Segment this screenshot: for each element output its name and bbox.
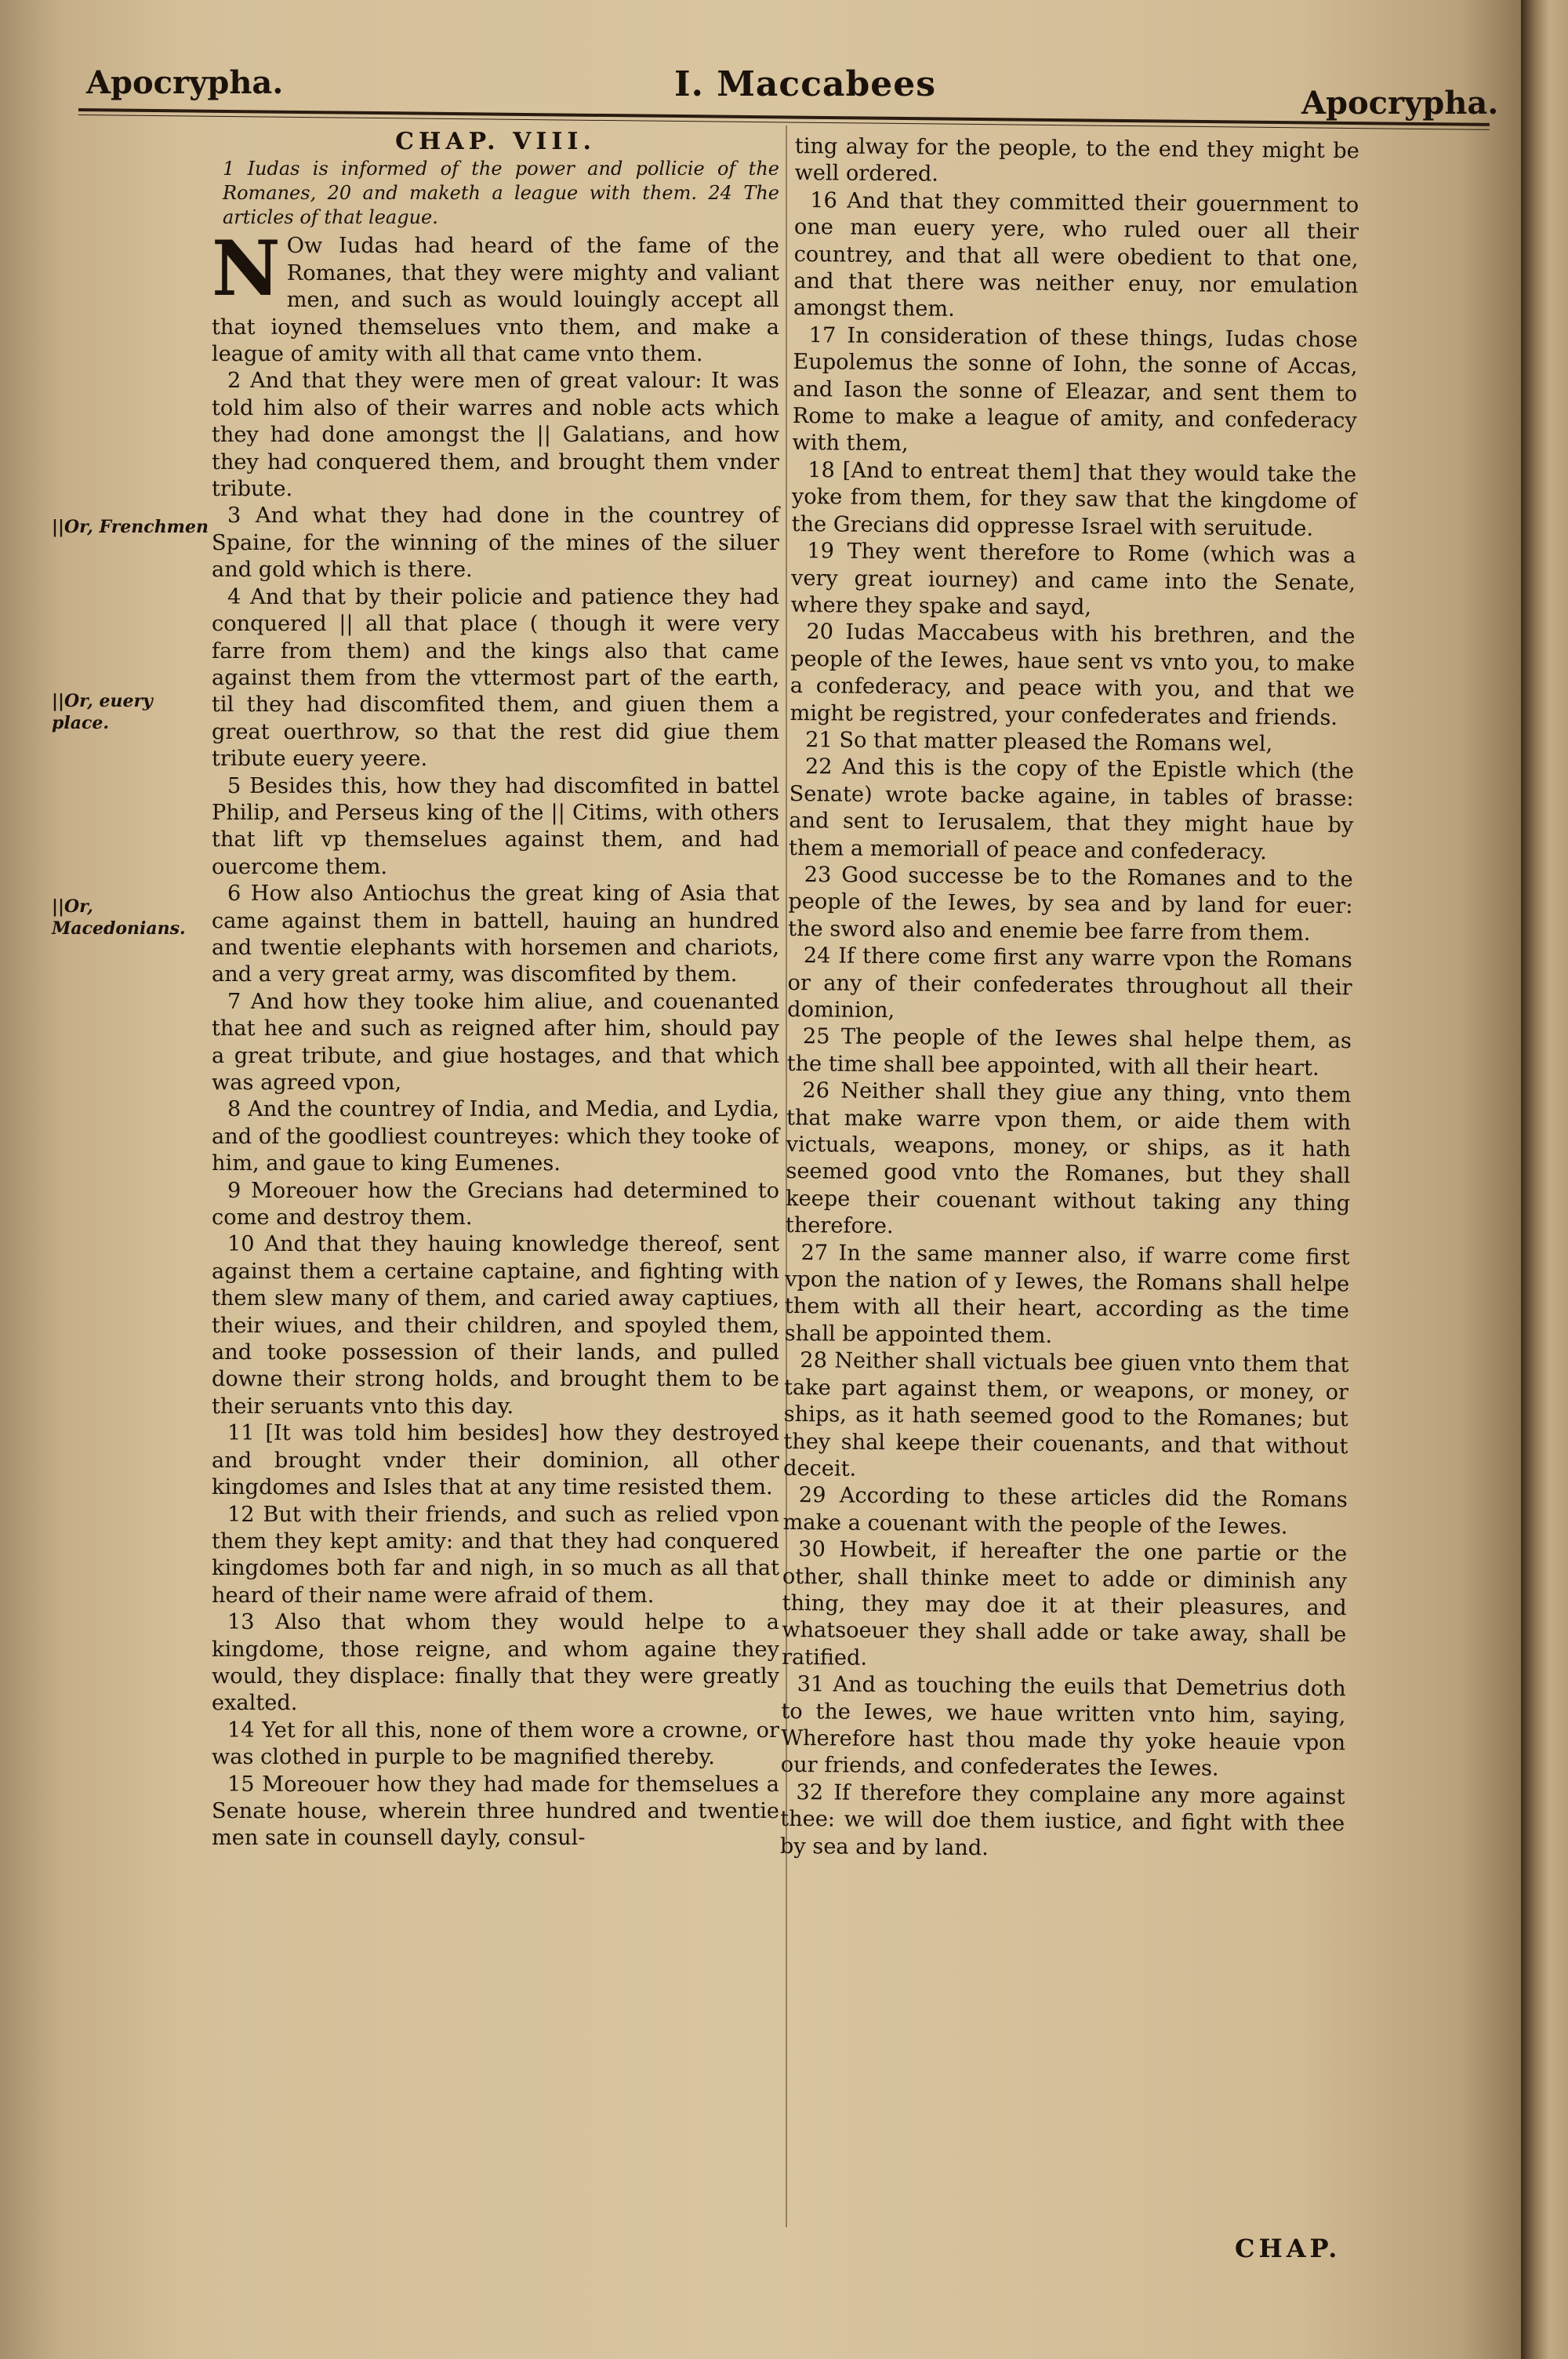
verse-9: 9 Moreouer how the Grecians had determined to come and destroy them. (212, 1178, 779, 1230)
verse-1 (212, 224, 779, 368)
verse-21: 21 So that matter pleased the Romans wel, (805, 728, 1273, 757)
verse-24: 24 If there come first any warre vpon the Romans or any of their confederates throughout all their dominion, (787, 943, 1352, 1023)
verse-17: 17 In consideration of these things, Iudas chose Eupolemus the sonne of Iohn, the sonne of Accas, and Iason the sonne of Eleazar, and sent them to Rome to make a league of amity, and confederacy with them, (792, 323, 1358, 456)
verse-6: 6 How also Antiochus the great king of Asia that came against them in battell, hauing an hundred and twentie elephants with horsemen and chariots, and a very great army, was discomfited by them. (212, 881, 779, 987)
running-head-title: I. Maccabees (674, 64, 937, 104)
margin-note-every-place: ||Or, euery place. (52, 691, 153, 733)
left-column (212, 129, 779, 1852)
verse-25: 25 The people of the Iewes shal helpe them, as the time shall bee appointed, with all their heart. (786, 1024, 1352, 1081)
verse-18: 18 [And to entreat them] that they would take the yoke from them, for they saw that the kingdome of the Grecians did oppresse Israel with seruitude. (791, 458, 1357, 541)
running-head-right: Apocrypha. (1301, 85, 1499, 122)
next-page-edge (1521, 0, 1568, 2359)
chapter-summary: 1 Iudas is informed of the power and pollicie of the Romanes, 20 and maketh a league with them. 24 The articles of that league. (223, 158, 779, 229)
verse-19: 19 They went therefore to Rome (which was a very great iourney) and came into the Senate, where they spake and sayd, (790, 539, 1356, 620)
verse-2: 2 And that they were men of great valour: It was told him also of their warres and noble acts which they had done amongst the || Galatians, and how they had conquered them, and brought them vnder tribute. (212, 369, 779, 502)
chapter-heading: CHAP. VIII. (395, 128, 596, 155)
verse-15-continued: ting alway for the people, to the end they might be well ordered. (794, 133, 1359, 187)
verse-26: 26 Neither shall they giue any thing, vnto them that make warre vpon them, or aide them with victuals, weapons, money, or ships, as it hath seemed good vnto the Romanes, but they shall keepe their couenant without taking any thing therefore. (785, 1078, 1352, 1239)
verse-5: 5 Besides this, how they had discomfited in battel Philip, and Perseus king of the || Citims, with others that lift vp themselues against them, and had ouercome them. (212, 773, 779, 879)
verse-28: 28 Neither shall victuals bee giuen vnto them that take part against them, or weapons, or money, or ships, as it hath seemed good to the Romanes; but they shal keepe their couenants, and that without deceit. (783, 1348, 1349, 1481)
verse-32: 32 If therefore they complaine any more against thee: we will doe them iustice, and fight with thee by sea and by land. (779, 1779, 1345, 1860)
verse-1-text: Ow Iudas had heard of the fame of the Romanes, that they were mighty and valiant men, and such as would louingly accept all that ioyned themselues vnto them, and make a league of amity with all that came vnto them. (212, 234, 779, 367)
verse-29: 29 According to these articles did the Romans make a couenant with the people of the Iewes. (782, 1483, 1348, 1539)
verse-13: 13 Also that whom they would helpe to a kingdome, those reigne, and whom againe they would, they displace: finally that they were greatly exalted. (212, 1610, 779, 1716)
catchword: CHAP. (1235, 2234, 1341, 2263)
verse-10: 10 And that they hauing knowledge thereof, sent against them a certaine captaine, and fighting with them slew many of them, and caried away captiues, their wiues, and their children, and spoyled them, and tooke possession of their lands, and pulled downe their strong holds, and brought them to be their seruants vnto this day. (212, 1232, 779, 1419)
drop-cap: N (212, 224, 281, 314)
verse-16: 16 And that they committed their gouernment to one man euery yere, who ruled ouer all their countrey, and that all were obedient to that one, and that there was neither enuy, nor emulation amongst them. (793, 187, 1359, 322)
verse-15: 15 Moreouer how they had made for themselues a Senate house, wherein three hundred and twentie men sate in counsell dayly, consul- (212, 1772, 779, 1851)
verse-30: 30 Howbeit, if hereafter the one partie or the other, shall thinke meet to adde or diminish any thing, they may doe it at their pleasures, and whatsoeuer they shall adde or take away, shall be ratified. (781, 1537, 1348, 1670)
verse-22: 22 And this is the copy of the Epistle which (the Senate) wrote backe againe, in tables of brasse: and sent to Ierusalem, that they might haue by them a memoriall of peace and confederacy. (788, 754, 1355, 864)
verse-31: 31 And as touching the euils that Demetrius doth to the Iewes, we haue written vnto him, saying, Wherefore hast thou made thy yoke heauie vpon our friends, and confederates the Iewes. (780, 1672, 1346, 1782)
verse-27: 27 In the same manner also, if warre come first vpon the nation of y Iewes, the Romans shall helpe them with all their heart, according as the time shall be appointed them. (784, 1240, 1350, 1348)
running-head-left: Apocrypha. (86, 64, 284, 101)
margin-note-frenchmen: ||Or, Frenchmen (52, 517, 209, 537)
right-column (780, 133, 1359, 1865)
verse-23: 23 Good successe be to the Romanes and to the people of the Iewes, by sea and by land for euer: the sword also and enemie bee farre from them. (788, 863, 1353, 946)
verse-8: 8 And the countrey of India, and Media, and Lydia, and of the goodliest countreyes: which they tooke of him, and gaue to king Eumenes. (212, 1097, 779, 1176)
verse-20: 20 Iudas Maccabeus with his brethren, and the people of the Iewes, haue sent vs vnto you, to make a confederacy, and peace with you, and that we might be registred, your confederates and friends. (789, 620, 1356, 730)
verse-4: 4 And that by their policie and patience they had conquered || all that place ( though it were very farre from them) and the kings also that came against them from the vttermost part of the earth, til they had discomfited them, and giuen them a great ouerthrow, so that the rest did giue them tribute euery yeere. (212, 584, 779, 772)
verse-3: 3 And what they had done in the countrey of Spaine, for the winning of the mines of the siluer and gold which is there. (212, 503, 779, 583)
margin-note-macedonians: ||Or, Macedonians. (52, 896, 186, 939)
verse-14: 14 Yet for all this, none of them wore a crowne, or was clothed in purple to be magnified thereby. (212, 1717, 779, 1770)
verse-7: 7 And how they tooke him aliue, and couenanted that hee and such as reigned after him, should pay a great tribute, and giue hostages, and that which was agreed vpon, (212, 989, 779, 1095)
verse-11: 11 [It was told him besides] how they destroyed and brought vnder their dominion, all other kingdomes and Isles that at any time resisted them. (212, 1421, 779, 1500)
verse-12: 12 But with their friends, and such as relied vpon them they kept amity: and that they had conquered kingdomes both far and nigh, in so much as all that heard of their name were afraid of them. (212, 1502, 779, 1608)
